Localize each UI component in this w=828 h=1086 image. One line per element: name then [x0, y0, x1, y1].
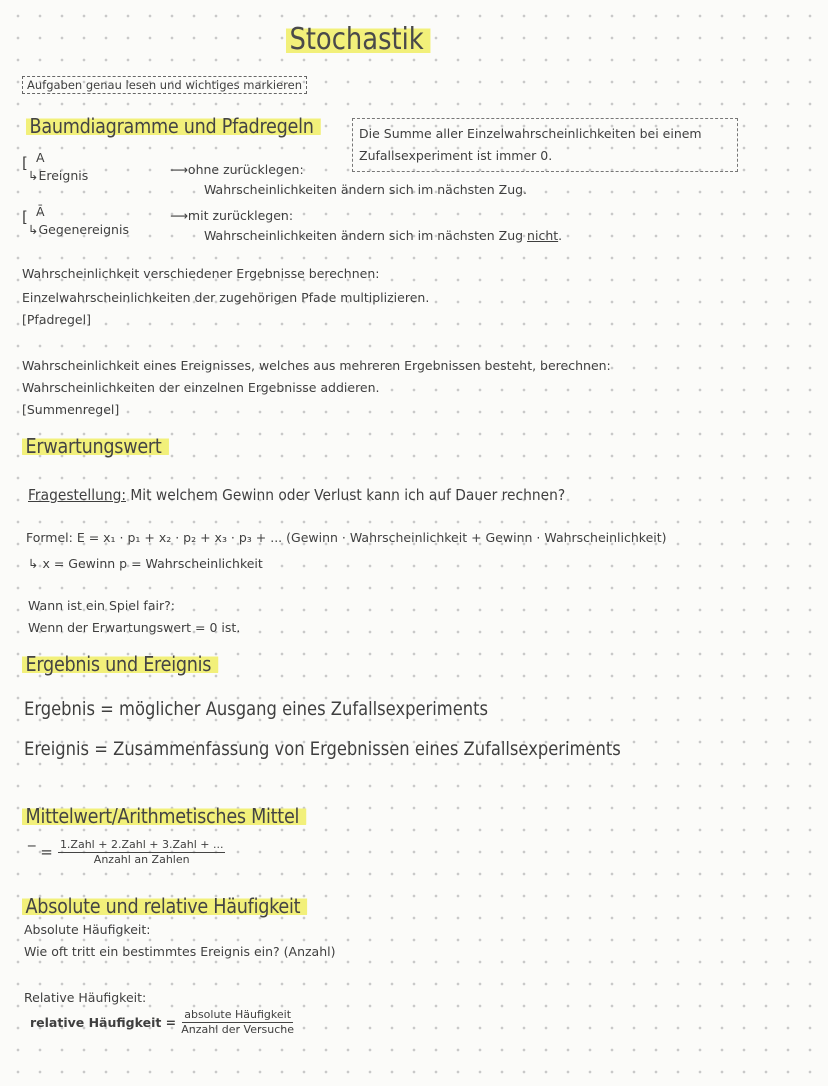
summe-info-box: Die Summe aller Einzelwahrscheinlichkeiten bei einem Zufallsexperiment ist immer 0. [352, 118, 738, 172]
relative-lhs: relative Häufigkeit = [30, 1015, 177, 1030]
fraction-numerator: 1.Zahl + 2.Zahl + 3.Zahl + ... [59, 838, 224, 851]
absolute-text: Wie oft tritt ein bestimmtes Ereignis ein? (Anzahl) [24, 944, 336, 959]
ergebnis-definition: Ergebnis = möglicher Ausgang eines Zufallsexperiments [24, 698, 489, 720]
bracket-arrow-icon: [ [22, 208, 28, 226]
ohne-zuruecklegen: ⟶ohne zurücklegen: [170, 162, 304, 177]
relative-fraction [181, 1008, 294, 1037]
x-bar-equals: ‾ = [28, 843, 53, 861]
summenregel-line1: Wahrscheinlichkeit eines Ereignisses, welches aus mehreren Ergebnissen besteht, berechnen: [22, 358, 611, 373]
label-abar: Ā [36, 204, 45, 219]
absolute-label: Absolute Häufigkeit: [24, 922, 151, 937]
page-title: Stochastik [286, 22, 431, 57]
heading-haeufigkeit: Absolute und relative Häufigkeit [22, 894, 307, 918]
arrow-right-icon: ⟶ [170, 162, 188, 177]
formel: Formel: E = x₁ · p₁ + x₂ · p₂ + x₃ · p₃ + ... (Gewinn · Wahrscheinlichkeit + Gewinn · Wahrscheinlichkeit) [26, 530, 667, 545]
relative-label: Relative Häufigkeit: [24, 990, 147, 1005]
heading-erwartungswert: Erwartungswert [22, 434, 169, 458]
fair-answer: Wenn der Erwartungswert = 0 ist. [28, 620, 241, 635]
pfadregel-line1: Wahrscheinlichkeit verschiedener Ergebnisse berechnen: [22, 266, 380, 281]
mit-text: Wahrscheinlichkeiten ändern sich im nächsten Zug nicht. [204, 228, 563, 243]
pfadregel-line2: Einzelwahrscheinlichkeiten der zugehörigen Pfade multiplizieren. [22, 290, 430, 305]
bracket-arrow-icon: [ [22, 154, 28, 172]
mit-zuruecklegen: ⟶mit zurücklegen: [170, 208, 294, 223]
desc-gegenereignis: ↳Gegenereignis [28, 222, 129, 237]
mittelwert-formel [28, 838, 225, 867]
summenregel-line2: Wahrscheinlichkeiten der einzelnen Ergebnisse addieren. [22, 380, 380, 395]
mittelwert-fraction [58, 838, 226, 867]
arrow-right-icon: ⟶ [170, 208, 188, 223]
summenregel-line3: [Summenregel] [22, 402, 120, 417]
fraction-denominator: Anzahl an Zahlen [93, 853, 190, 866]
relative-formel [30, 1008, 294, 1037]
fragestellung: Fragestellung: Mit welchem Gewinn oder Verlust kann ich auf Dauer rechnen? [28, 486, 566, 504]
ereignis-definition: Ereignis = Zusammenfassung von Ergebnissen eines Zufallsexperiments [24, 738, 621, 760]
formel-legende-arrow: ↳ x = Gewinn p = Wahrscheinlichkeit [28, 556, 263, 571]
heading-ergebnis-ereignis: Ergebnis und Ereignis [22, 652, 218, 676]
ohne-text: Wahrscheinlichkeiten ändern sich im nächsten Zug. [204, 182, 528, 197]
pfadregel-line3: [Pfadregel] [22, 312, 91, 327]
fraction-denominator: Anzahl der Versuche [181, 1023, 295, 1036]
instruction-note: Aufgaben genau lesen und wichtiges markieren [22, 76, 307, 94]
fraction-numerator: absolute Häufigkeit [184, 1008, 292, 1021]
heading-baumdiagramme: Baumdiagramme und Pfadregeln [26, 114, 321, 138]
desc-ereignis: ↳Ereignis [28, 168, 89, 183]
heading-mittelwert: Mittelwert/Arithmetisches Mittel [22, 804, 306, 828]
label-a: A [36, 150, 45, 165]
arrow-down-right-icon: ↳ [28, 556, 39, 571]
fair-question: Wann ist ein Spiel fair?: [28, 598, 175, 613]
